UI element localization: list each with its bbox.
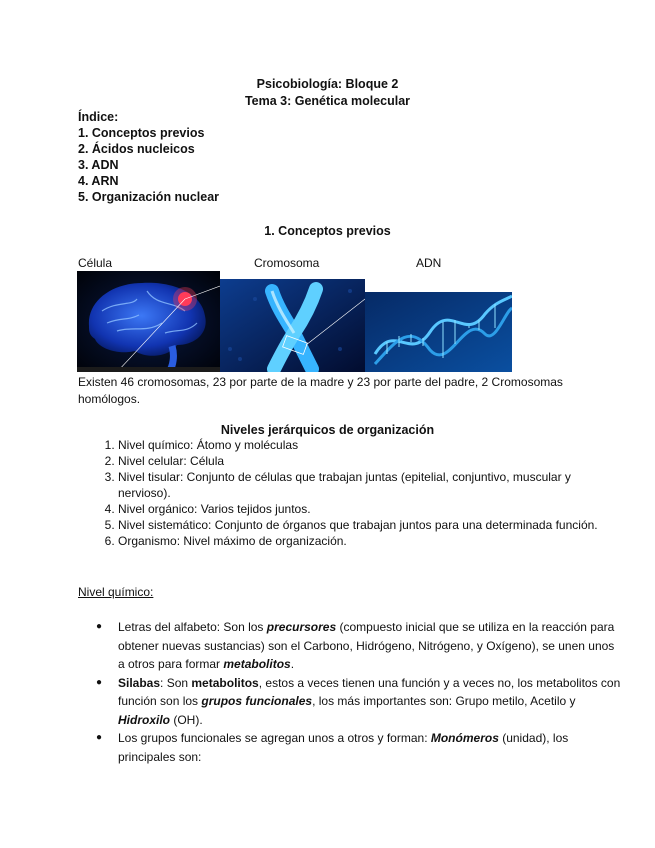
levels-list — [78, 437, 608, 549]
index-item: 4. ARN — [78, 174, 119, 188]
list-item: 1. Nivel químico: Átomo y moléculas — [118, 437, 608, 453]
levels-heading: Niveles jerárquicos de organización — [220, 423, 435, 437]
index-item: 3. ADN — [78, 158, 119, 172]
section-heading: 1. Conceptos previos — [264, 224, 391, 238]
list-item: 6. Organismo: Nivel máximo de organización. — [118, 533, 608, 549]
list-item: 3. Nivel tisular: Conjunto de células que trabajan juntas (epitelial, conjuntivo, muscular y nervioso). — [118, 469, 608, 501]
chromosome-image — [220, 279, 365, 372]
brain-cell-image — [77, 271, 220, 372]
label-chromosome: Cromosoma — [254, 256, 320, 270]
chromosome-text: Existen 46 cromosomas, 23 por parte de la madre y 23 por parte del padre, 2 Cromosomas homólogos. — [78, 375, 563, 406]
document-title: Psicobiología: Bloque 2 — [256, 77, 399, 91]
index-heading: Índice: — [78, 110, 119, 124]
list-item: ● Letras del alfabeto: Son los precursores (compuesto inicial que se utiliza en la reacción para obtener nuevas sustancias) son el Carbono, Hidrógeno, Nitrógeno, y Oxígeno), se unen unos a otros para formar metabolitos. — [118, 618, 623, 674]
list-item: 5. Nivel sistemático: Conjunto de órganos que trabajan juntos para una determinada función. — [118, 517, 608, 533]
document-subtitle: Tema 3: Genética molecular — [244, 94, 411, 108]
index-item: 1. Conceptos previos — [78, 126, 205, 140]
list-item: 4. Nivel orgánico: Varios tejidos juntos. — [118, 501, 608, 517]
dna-image — [365, 292, 512, 372]
chemical-list — [78, 618, 623, 766]
label-cell: Célula — [78, 256, 113, 270]
list-item: 2. Nivel celular: Célula — [118, 453, 608, 469]
chemical-heading: Nivel químico: — [78, 585, 154, 599]
index-item: 5. Organización nuclear — [78, 190, 220, 204]
label-dna: ADN — [416, 256, 442, 270]
list-item: ● Silabas: Son metabolitos, estos a veces tienen una función y a veces no, los metabolitos con función son los grupos funcionales, los más importantes son: Grupo metilo, Acetilo y Hidroxilo (OH). — [118, 674, 623, 730]
list-item: ● Los grupos funcionales se agregan unos a otros y forman: Monómeros (unidad), los principales son: — [118, 729, 623, 766]
index-item: 2. Ácidos nucleicos — [78, 142, 195, 156]
